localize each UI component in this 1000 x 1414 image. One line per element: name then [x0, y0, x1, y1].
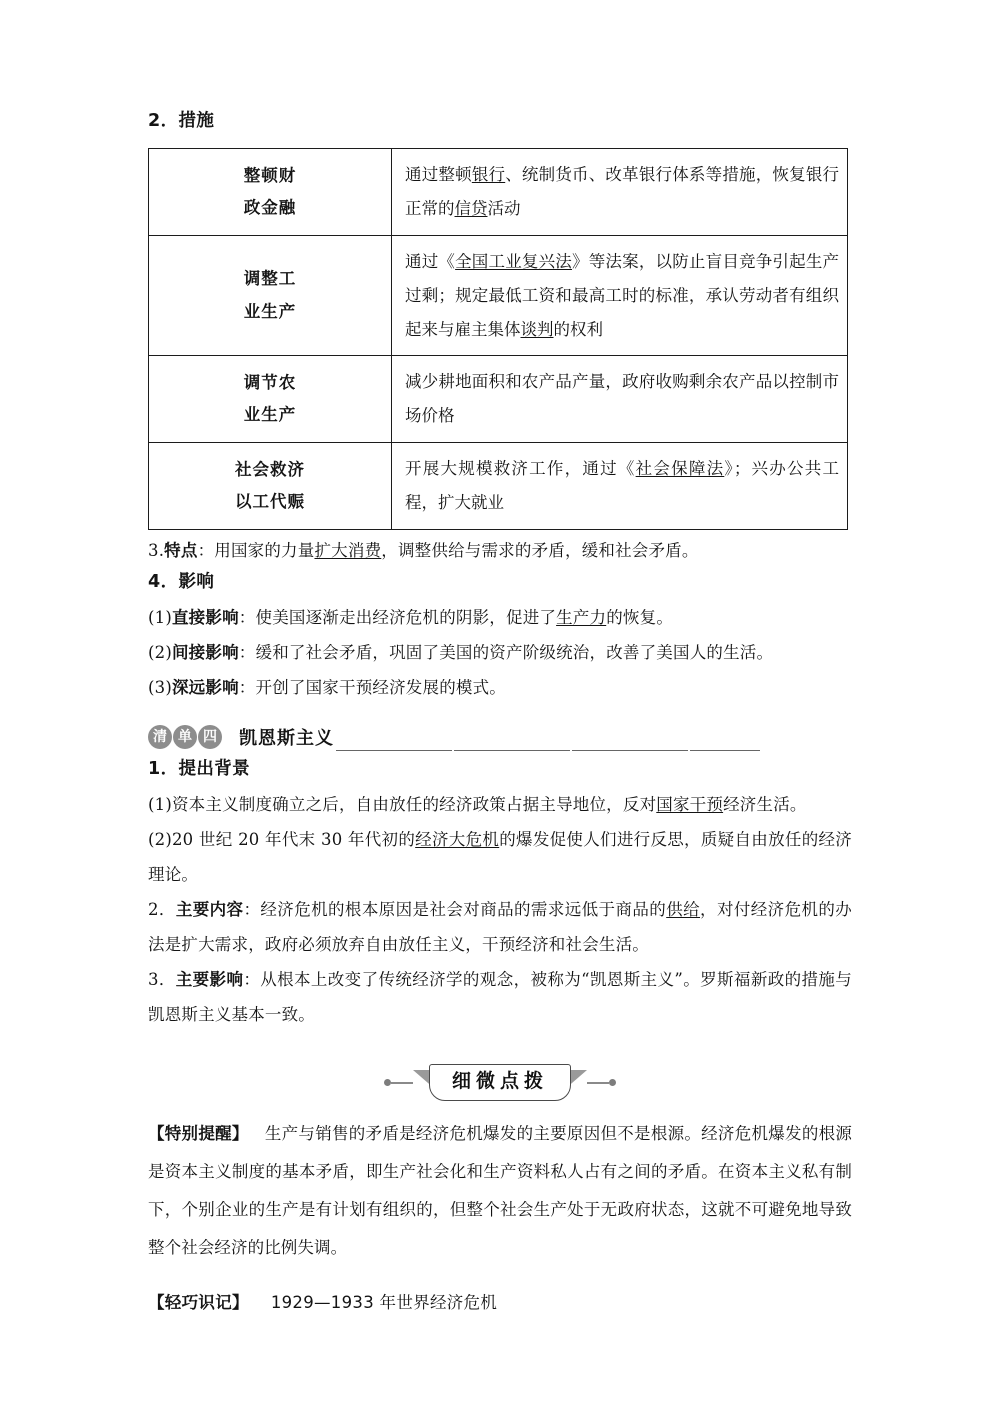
- list-four-heading: [148, 720, 852, 754]
- keynes-background-heading: 1．提出背景: [148, 758, 251, 779]
- features-paragraph: 3.特点：用国家的力量扩大消费，调整供给与需求的矛盾，缓和社会矛盾。: [148, 540, 699, 560]
- keynes-background-item-1: (1)资本主义制度确立之后，自由放任的经济政策占据主导地位，反对国家干预经济生活。: [148, 794, 807, 814]
- impact-item-1: (1)直接影响：使美国逐渐走出经济危机的阴影，促进了生产力的恢复。: [148, 607, 674, 627]
- label-line-1: 整顿财: [243, 165, 297, 185]
- badge-char-1: 清: [148, 725, 172, 749]
- fine-points-banner: [148, 1063, 852, 1103]
- ribbon-graphic: [384, 1064, 616, 1101]
- label-line-2: 政金融: [243, 198, 297, 218]
- label-line-1: 社会救济: [235, 459, 305, 479]
- table-row: [149, 356, 848, 443]
- table-row: [149, 235, 848, 355]
- table-row-label: [149, 442, 392, 529]
- ribbon-title: 细微点拨: [429, 1064, 571, 1101]
- label-line-1: 调整工: [243, 269, 297, 289]
- table-row: [149, 149, 848, 236]
- table-row-desc: 通过整顿银行、统制货币、改革银行体系等措施，恢复银行正常的信贷活动: [392, 149, 848, 236]
- label-line-2: 业生产: [243, 405, 297, 425]
- ribbon-line-right-icon: [587, 1082, 609, 1084]
- list-title: 凯恩斯主义: [239, 727, 334, 749]
- table-row-desc: 减少耕地面积和农产品产量，政府收购剩余农产品以控制市场价格: [392, 356, 848, 443]
- page-content: [148, 108, 852, 1321]
- impact-item-2: (2)间接影响：缓和了社会矛盾，巩固了美国的资产阶级统治，改善了美国人的生活。: [148, 642, 774, 662]
- heading-rule: [334, 735, 760, 751]
- ribbon-dot-left-icon: [384, 1079, 391, 1086]
- measures-table-body: [149, 149, 848, 529]
- label-line-1: 调节农: [243, 372, 297, 392]
- keynes-content-item: 2．主要内容：经济危机的根本原因是社会对商品的需求远低于商品的供给，对付经济危机的办法是扩大需求，政府必须放弃自由放任主义，干预经济和社会生活。: [148, 899, 853, 954]
- table-row-label: [149, 356, 392, 443]
- badge-char-2: 单: [173, 725, 197, 749]
- table-row-label: [149, 235, 392, 355]
- table-row: [149, 442, 848, 529]
- special-reminder-tag: 【特别提醒】: [148, 1123, 249, 1143]
- label-line-2: 业生产: [243, 301, 297, 321]
- impact-heading: 4．影响: [148, 571, 215, 592]
- keynes-background-item-2: (2)20 世纪 20 年代末 30 年代初的经济大危机的爆发促使人们进行反思，质疑自由放任的经济理论。: [148, 829, 853, 884]
- ribbon-line-left-icon: [391, 1082, 413, 1084]
- measures-heading: 2．措施: [148, 111, 215, 131]
- badge-char-3: 四: [198, 725, 222, 749]
- label-line-2: 以工代赈: [235, 491, 305, 511]
- memo-body: 1929—1933 年世界经济危机: [270, 1293, 498, 1313]
- measures-table: [148, 148, 848, 529]
- special-reminder-body: 生产与销售的矛盾是经济危机爆发的主要原因但不是根源。经济危机爆发的根源是资本主义制度的基本矛盾，即生产社会化和生产资料私人占有之间的矛盾。在资本主义私有制下，个别企业的生产是有计划有组织的，但整个社会生产处于无政府状态，这就不可避免地导致整个社会经济的比例失调。: [148, 1123, 852, 1257]
- special-reminder-paragraph: [148, 1115, 852, 1267]
- ribbon-dot-right-icon: [609, 1079, 616, 1086]
- keynes-influence-item: 3．主要影响：从根本上改变了传统经济学的观念，被称为“凯恩斯主义”。罗斯福新政的措施与凯恩斯主义基本一致。: [148, 969, 852, 1024]
- memo-paragraph: [148, 1286, 852, 1321]
- impact-item-3: (3)深远影响：开创了国家干预经济发展的模式。: [148, 677, 506, 697]
- table-row-label: [149, 149, 392, 236]
- list-badge: [148, 725, 222, 749]
- table-row-desc: 开展大规模救济工作，通过《社会保障法》；兴办公共工程，扩大就业: [392, 442, 848, 529]
- table-row-desc: 通过《全国工业复兴法》等法案，以防止盲目竞争引起生产过剩；规定最低工资和最高工时的标准，承认劳动者有组织起来与雇主集体谈判的权利: [392, 235, 848, 355]
- memo-tag: 【轻巧识记】: [148, 1293, 249, 1313]
